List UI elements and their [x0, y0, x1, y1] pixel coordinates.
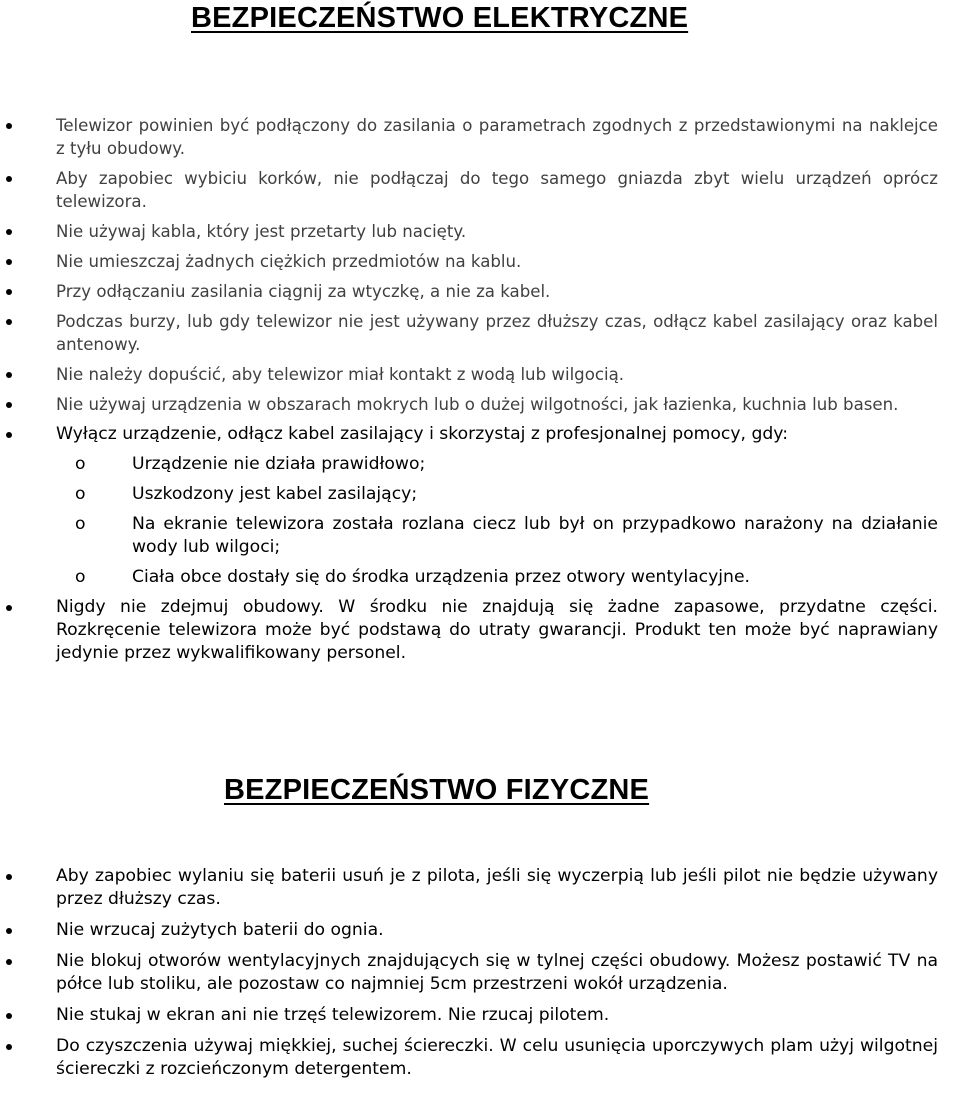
sub-list-item — [0, 566, 938, 589]
circle-bullet-icon: o — [75, 484, 86, 504]
section-title-electrical-safety: BEZPIECZEŃSTWO ELEKTRYCZNE — [191, 2, 689, 34]
sub-list-item — [0, 483, 938, 506]
circle-bullet-icon: o — [75, 454, 86, 474]
circle-bullet-icon: o — [75, 514, 86, 534]
section-title-physical-safety: BEZPIECZEŃSTWO FIZYCZNE — [224, 774, 650, 806]
list-item: Aby zapobiec wybiciu korków, nie podłączaj do tego samego gniazda zbyt wielu urządzeń oprócz telewizora. — [0, 167, 960, 213]
list-item: Podczas burzy, lub gdy telewizor nie jest używany przez dłuższy czas, odłącz kabel zasilający oraz kabel antenowy. — [0, 310, 960, 356]
sub-list-item — [0, 513, 938, 559]
list-item: Przy odłączaniu zasilania ciągnij za wtyczkę, a nie za kabel. — [0, 280, 960, 303]
sub-list-item-text: Urządzenie nie działa prawidłowo; — [132, 454, 426, 474]
list-item: Nie używaj urządzenia w obszarach mokrych lub o dużej wilgotności, jak łazienka, kuchnia lub basen. — [0, 393, 960, 416]
list-item: Aby zapobiec wylaniu się baterii usuń je z pilota, jeśli się wyczerpią lub jeśli pilot nie będzie używany przez dłuższy czas. — [0, 865, 960, 911]
list-item: Do czyszczenia używaj miękkiej, suchej ściereczki. W celu usunięcia uporczywych plam użyj wilgotnej ściereczki z rozcieńczonym detergentem. — [0, 1035, 960, 1081]
disconnect-conditions-list — [56, 453, 938, 589]
list-item: Nigdy nie zdejmuj obudowy. W środku nie znajdują się żadne zapasowe, przydatne części. Rozkręcenie telewizora może być podstawą do utraty gwarancji. Produkt ten może być naprawiany jedynie przez wykwalifikowany personel. — [0, 596, 960, 665]
sub-list-item-text: Ciała obce dostały się do środka urządzenia przez otwory wentylacyjne. — [132, 567, 750, 587]
list-item: Nie stukaj w ekran ani nie trzęś telewizorem. Nie rzucaj pilotem. — [0, 1004, 960, 1027]
list-item: Telewizor powinien być podłączony do zasilania o parametrach zgodnych z przedstawionymi na naklejce z tyłu obudowy. — [0, 114, 960, 160]
list-item: Nie używaj kabla, który jest przetarty lub nacięty. — [0, 220, 960, 243]
sub-list-item — [0, 453, 938, 476]
sub-list-item-text: Uszkodzony jest kabel zasilający; — [132, 484, 418, 504]
disconnect-intro-text: Wyłącz urządzenie, odłącz kabel zasilający i skorzystaj z profesjonalnej pomocy, gdy: — [56, 424, 788, 444]
list-item: Nie należy dopuścić, aby telewizor miał kontakt z wodą lub wilgocią. — [0, 363, 960, 386]
electrical-safety-list — [0, 114, 960, 672]
list-item: Nie umieszczaj żadnych ciężkich przedmiotów na kablu. — [0, 250, 960, 273]
list-item-disconnect — [0, 423, 960, 589]
circle-bullet-icon: o — [75, 567, 86, 587]
physical-safety-list — [0, 865, 960, 1089]
list-item: Nie blokuj otworów wentylacyjnych znajdujących się w tylnej części obudowy. Możesz postawić TV na półce lub stoliku, ale pozostaw co najmniej 5cm przestrzeni wokół urządzenia. — [0, 950, 960, 996]
sub-list-item-text: Na ekranie telewizora została rozlana ciecz lub był on przypadkowo narażony na działanie wody lub wilgoci; — [132, 514, 938, 557]
list-item: Nie wrzucaj zużytych baterii do ognia. — [0, 919, 960, 942]
